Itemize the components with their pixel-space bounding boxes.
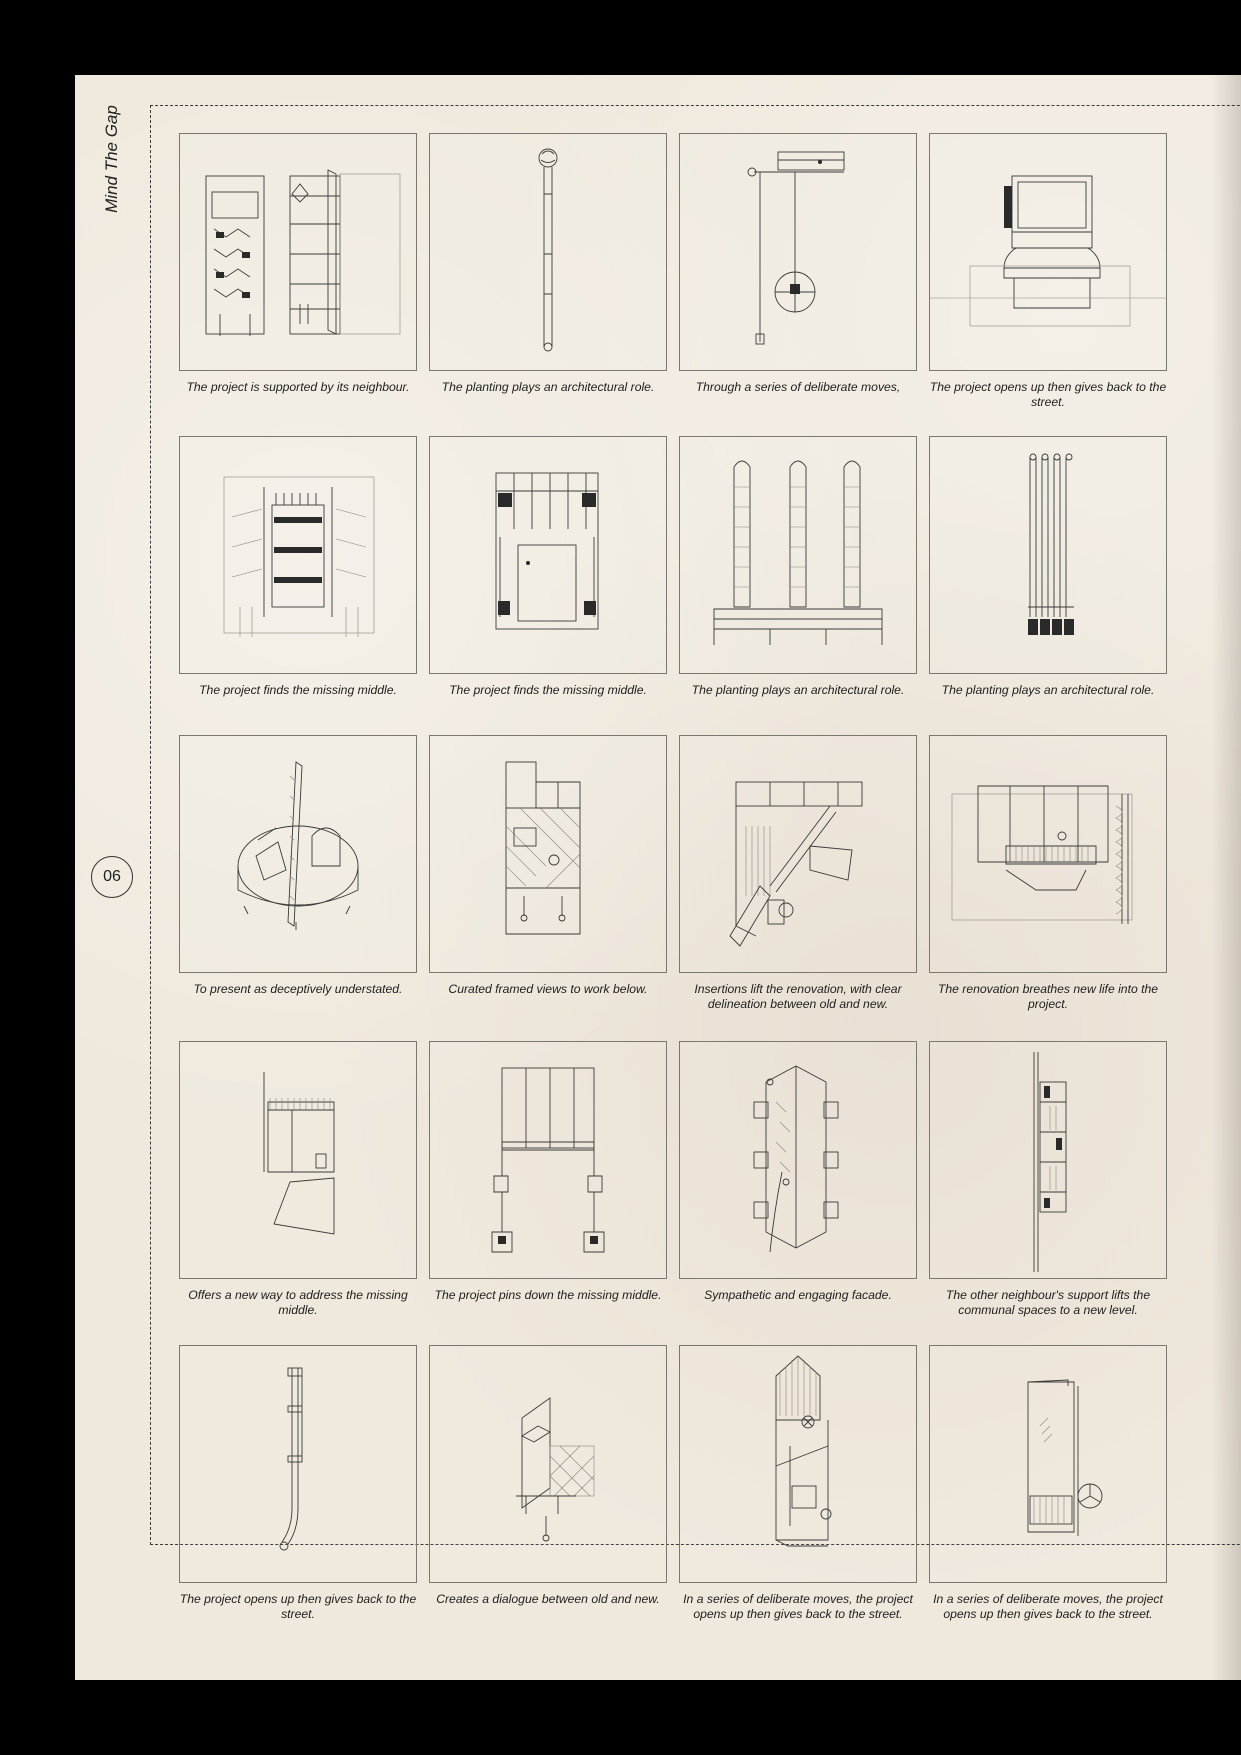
panel-frame (179, 133, 417, 371)
cabin-axo-drawing-icon (930, 1346, 1166, 1582)
panel-18 (429, 1345, 667, 1607)
panel-frame (929, 735, 1167, 973)
planter-rods-drawing-icon (930, 437, 1166, 673)
page-number-badge (91, 856, 133, 898)
page-edge-shadow (1211, 75, 1241, 1680)
panel-frame (179, 1041, 417, 1279)
panel-frame (429, 1345, 667, 1583)
panel-frame (179, 1345, 417, 1583)
panel-caption: In a series of deliberate moves, the project opens up then gives back to the street. (683, 1592, 913, 1621)
panel-10 (429, 735, 667, 997)
panel-caption: Curated framed views to work below. (448, 982, 648, 996)
panel-frame (429, 1041, 667, 1279)
panel-15 (679, 1041, 917, 1303)
panel-caption: The project opens up then gives back to the street. (929, 380, 1167, 409)
panel-frame (429, 133, 667, 371)
pulley-wheel-drawing-icon (680, 134, 916, 370)
panel-caption: Sympathetic and engaging facade. (704, 1288, 892, 1302)
panel-caption: The planting plays an architectural role. (941, 683, 1155, 697)
panel-frame (679, 735, 917, 973)
panel-frame (679, 436, 917, 674)
facade-section-drawing-icon (180, 134, 416, 370)
tower-axo-drawing-icon (680, 1346, 916, 1582)
panel-caption: The project finds the missing middle. (199, 683, 397, 697)
panel-caption: The project finds the missing middle. (449, 683, 647, 697)
planter-pole-drawing-icon (430, 134, 666, 370)
panel-frame (929, 1041, 1167, 1279)
panel-2 (429, 133, 667, 395)
stair-insertion-drawing-icon (680, 736, 916, 972)
balcony-axo-drawing-icon (180, 1042, 416, 1278)
panel-frame (929, 133, 1167, 371)
panel-caption: The planting plays an architectural role. (441, 380, 655, 394)
chairs-on-disc-drawing-icon (180, 736, 416, 972)
panel-3 (679, 133, 917, 395)
panel-caption: To present as deceptively understated. (193, 982, 403, 996)
panel-4 (929, 133, 1167, 410)
panel-frame (679, 1345, 917, 1583)
panel-caption: Offers a new way to address the missing middle. (188, 1288, 408, 1317)
green-columns-drawing-icon (680, 437, 916, 673)
panel-caption: The project pins down the missing middle. (434, 1288, 662, 1302)
panel-frame (179, 436, 417, 674)
panel-frame (929, 1345, 1167, 1583)
panel-frame (679, 1041, 917, 1279)
panel-6 (429, 436, 667, 698)
plan-drawing-icon (430, 437, 666, 673)
panel-7 (679, 436, 917, 698)
side-title: Mind The Gap (102, 105, 121, 213)
renovation-axo-drawing-icon (930, 736, 1166, 972)
panel-caption: The other neighbour's support lifts the communal spaces to a new level. (945, 1288, 1151, 1317)
panel-20 (929, 1345, 1167, 1622)
box-on-plinth-drawing-icon (930, 134, 1166, 370)
facade-axo-drawing-icon (680, 1042, 916, 1278)
panel-frame (179, 735, 417, 973)
elevation-drawing-icon (180, 437, 416, 673)
panel-caption: The renovation breathes new life into the project. (937, 982, 1159, 1011)
panel-14 (429, 1041, 667, 1303)
dialogue-axo-drawing-icon (430, 1346, 666, 1582)
panel-caption: Through a series of deliberate moves, (695, 380, 901, 394)
panel-5 (179, 436, 417, 698)
panel-caption: The project is supported by its neighbour. (186, 380, 410, 394)
pinned-frame-drawing-icon (430, 1042, 666, 1278)
panel-caption: Creates a dialogue between old and new. (436, 1592, 660, 1606)
panel-caption: The project opens up then gives back to the street. (179, 1592, 417, 1621)
panel-16 (929, 1041, 1167, 1318)
page-number: 06 (103, 868, 121, 885)
panel-17 (179, 1345, 417, 1622)
panel-frame (429, 735, 667, 973)
neighbour-support-drawing-icon (930, 1042, 1166, 1278)
panel-11 (679, 735, 917, 1012)
panel-8 (929, 436, 1167, 698)
panel-frame (679, 133, 917, 371)
document-page (75, 75, 1241, 1680)
panel-9 (179, 735, 417, 997)
panel-frame (929, 436, 1167, 674)
panel-caption: In a series of deliberate moves, the project opens up then gives back to the street. (933, 1592, 1163, 1621)
panel-caption: Insertions lift the renovation, with clear delineation between old and new. (694, 982, 902, 1011)
panel-1 (179, 133, 417, 395)
panel-caption: The planting plays an architectural role. (691, 683, 905, 697)
panel-12 (929, 735, 1167, 1012)
axonometric-room-drawing-icon (430, 736, 666, 972)
panel-13 (179, 1041, 417, 1318)
panel-19 (679, 1345, 917, 1622)
pipe-detail-drawing-icon (180, 1346, 416, 1582)
panel-frame (429, 436, 667, 674)
